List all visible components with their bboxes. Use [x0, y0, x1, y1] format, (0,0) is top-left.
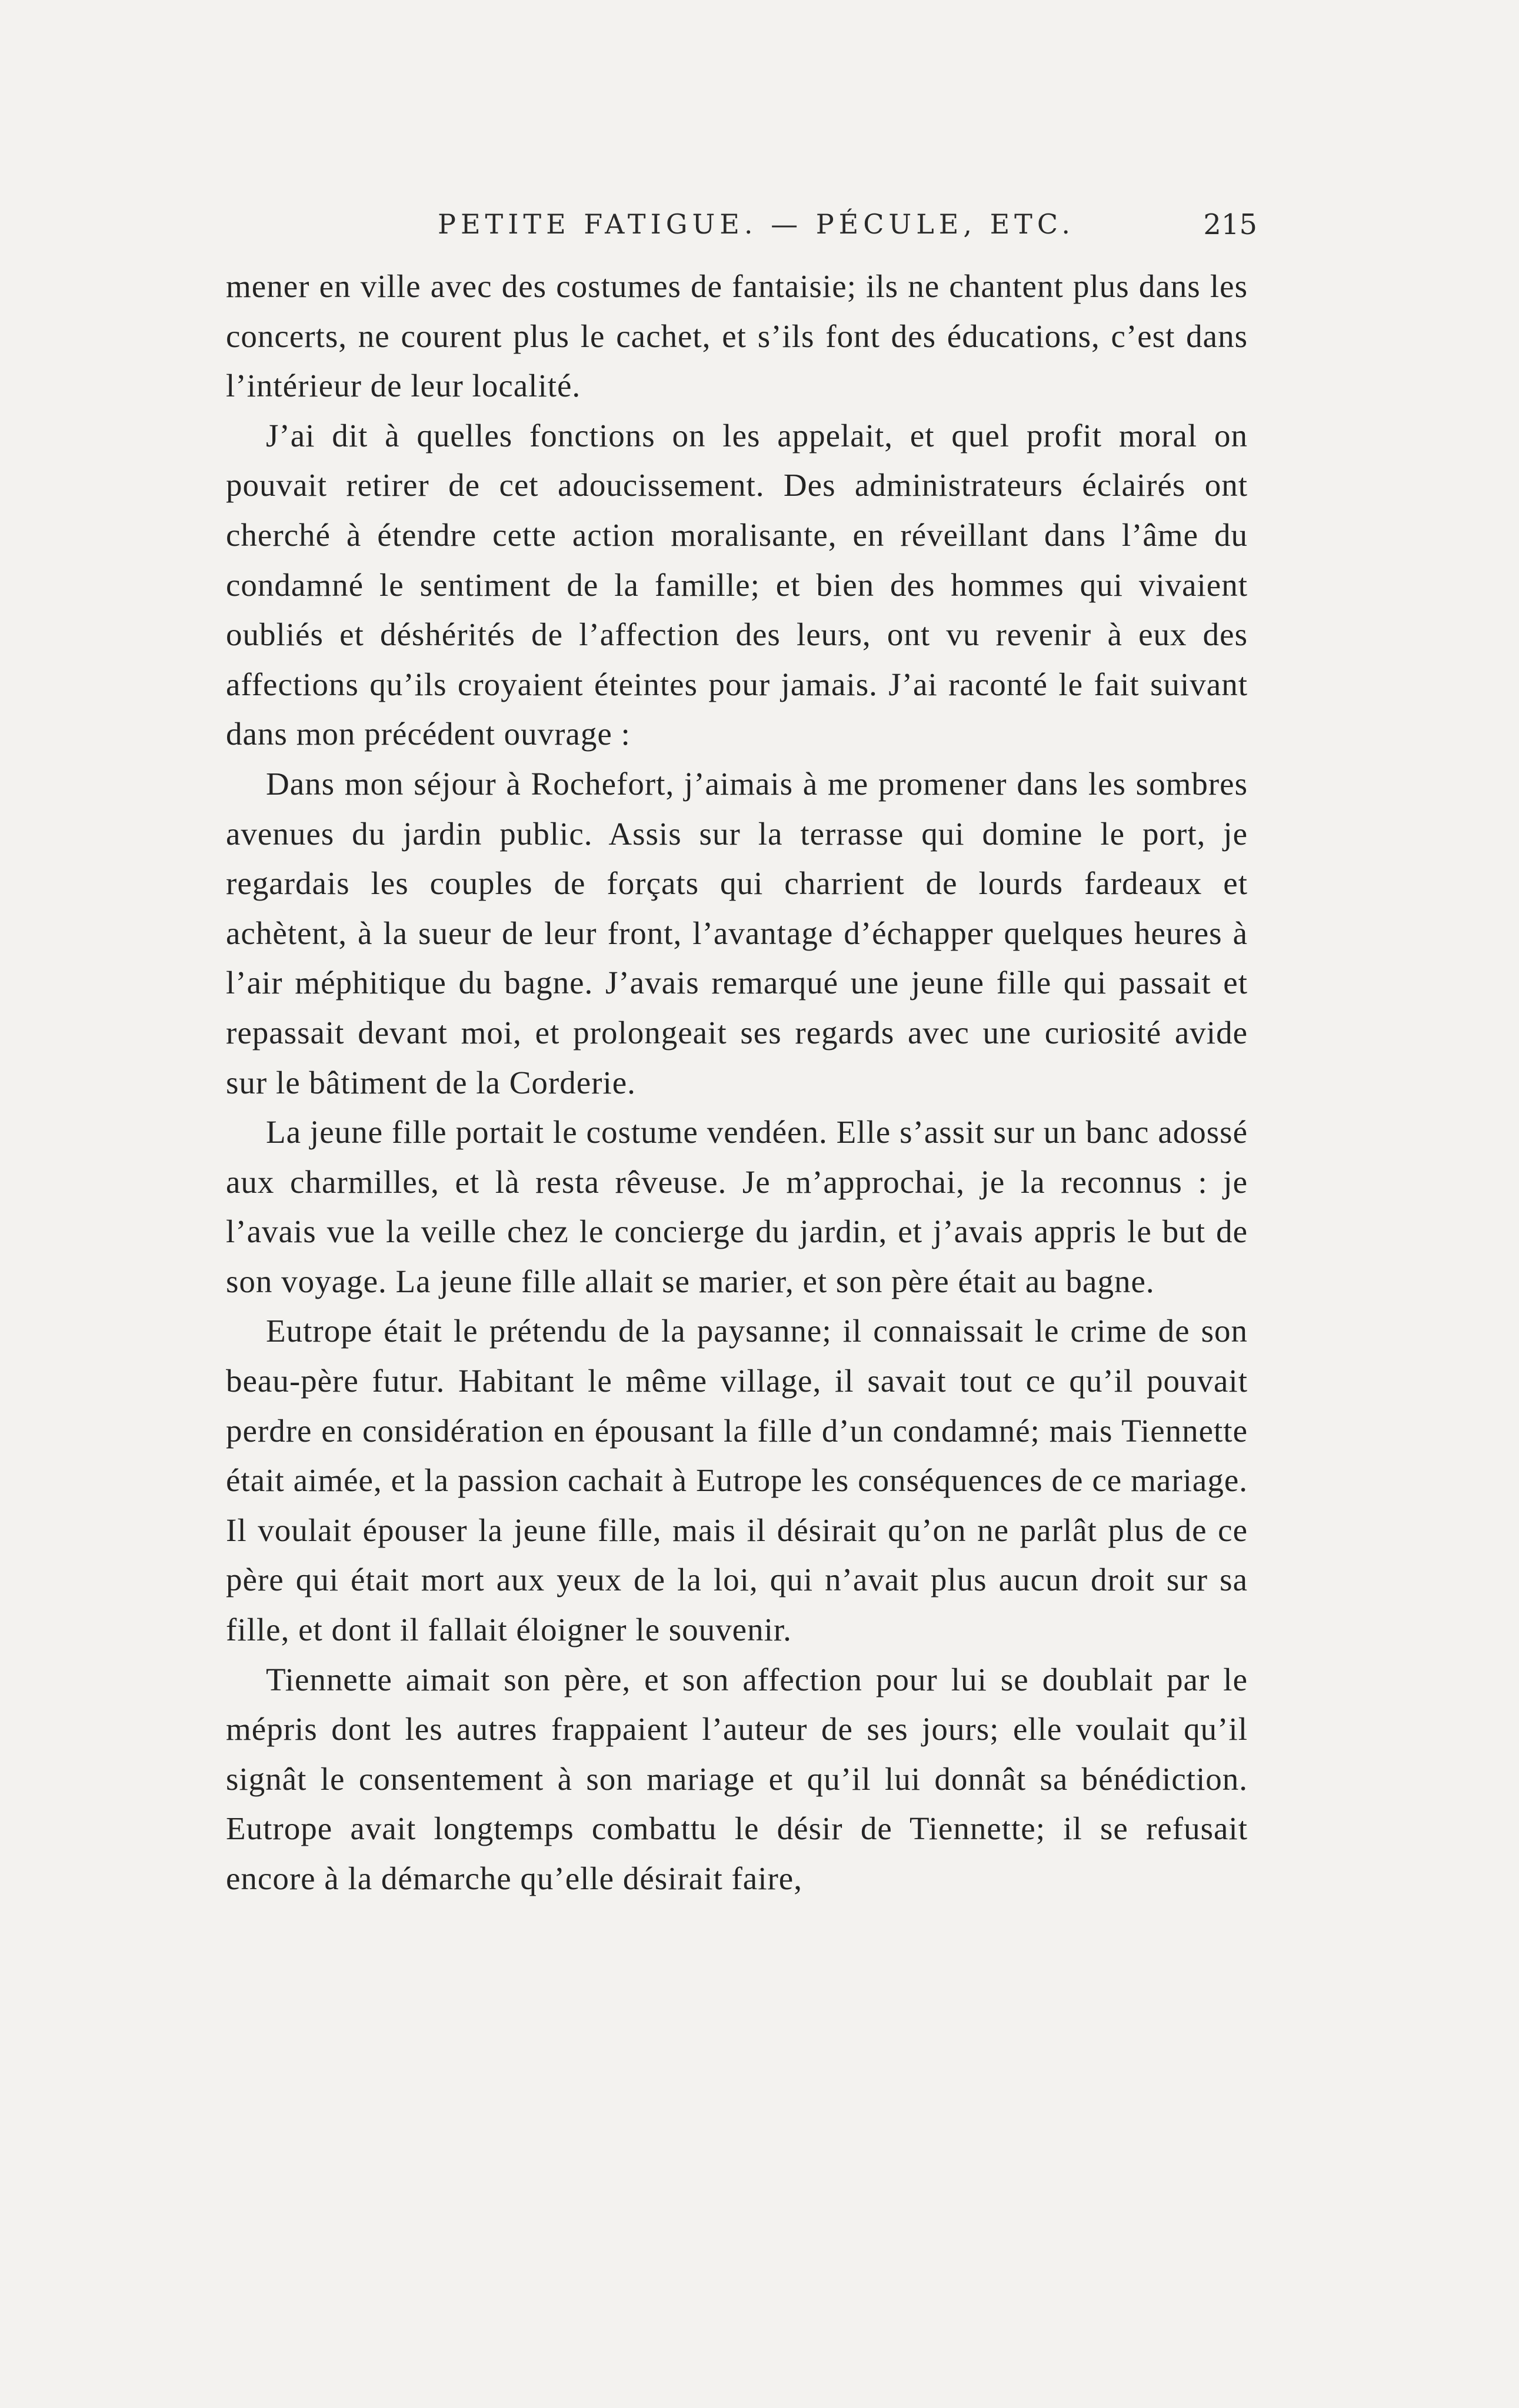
body-text: [226, 262, 1248, 1904]
page-header: [226, 208, 1257, 249]
paragraph-2: J’ai dit à quelles fonctions on les appelait, et quel profit moral on pouvait retirer de cet adoucissement. Des administrateurs éclairés ont cherché à étendre cette action moralisante, en réveillant dans l’âme du condamné le sentiment de la famille; et bien des hommes qui vivaient oubliés et déshérités de l’affection des leurs, ont vu revenir à eux des affections qu’ils croyaient éteintes pour jamais. J’ai raconté le fait suivant dans mon précédent ouvrage :: [226, 417, 1248, 752]
paragraph-4: La jeune fille portait le costume vendéen. Elle s’assit sur un banc adossé aux charmilles, et là resta rêveuse. Je m’approchai, je la reconnus : je l’avais vue la veille chez le concierge du jardin, et j’avais appris le but de son voyage. La jeune fille allait se marier, et son père était au bagne.: [226, 1114, 1248, 1299]
page-number: 215: [1203, 208, 1257, 241]
paragraph-6: Tiennette aimait son père, et son affection pour lui se doublait par le mépris dont les autres frappaient l’auteur de ses jours; elle voulait qu’il signât le consentement à son mariage et qu’il lui donnât sa bénédiction. Eutrope avait longtemps combattu le désir de Tiennette; il se refusait encore à la démarche qu’elle désirait faire,: [226, 1661, 1248, 1896]
paragraph-5: Eutrope était le prétendu de la paysanne; il connaissait le crime de son beau-père futur. Habitant le même village, il savait tout ce qu’il pouvait perdre en considération en épousant la fille d’un condamné; mais Tiennette était aimée, et la passion cachait à Eutrope les conséquences de ce mariage. Il voulait épouser la jeune fille, mais il désirait qu’on ne parlât plus de ce père qui était mort aux yeux de la loi, qui n’avait plus aucun droit sur sa fille, et dont il fallait éloigner le souvenir.: [226, 1313, 1248, 1648]
running-title: PETITE FATIGUE. — PÉCULE, ETC.: [438, 208, 1075, 240]
paragraph-3: Dans mon séjour à Rochefort, j’aimais à me promener dans les sombres avenues du jardin public. Assis sur la terrasse qui domine le port, je regardais les couples de forçats qui charrient de lourds fardeaux et achètent, à la sueur de leur front, l’avantage d’échapper quelques heures à l’air méphitique du bagne. J’avais remarqué une jeune fille qui passait et repassait devant moi, et prolongeait ses regards avec une curiosité avide sur le bâtiment de la Corderie.: [226, 765, 1248, 1100]
paragraph-1: mener en ville avec des costumes de fantaisie; ils ne chantent plus dans les concerts, ne courent plus le cachet, et s’ils font des éducations, c’est dans l’intérieur de leur localité.: [226, 268, 1248, 404]
